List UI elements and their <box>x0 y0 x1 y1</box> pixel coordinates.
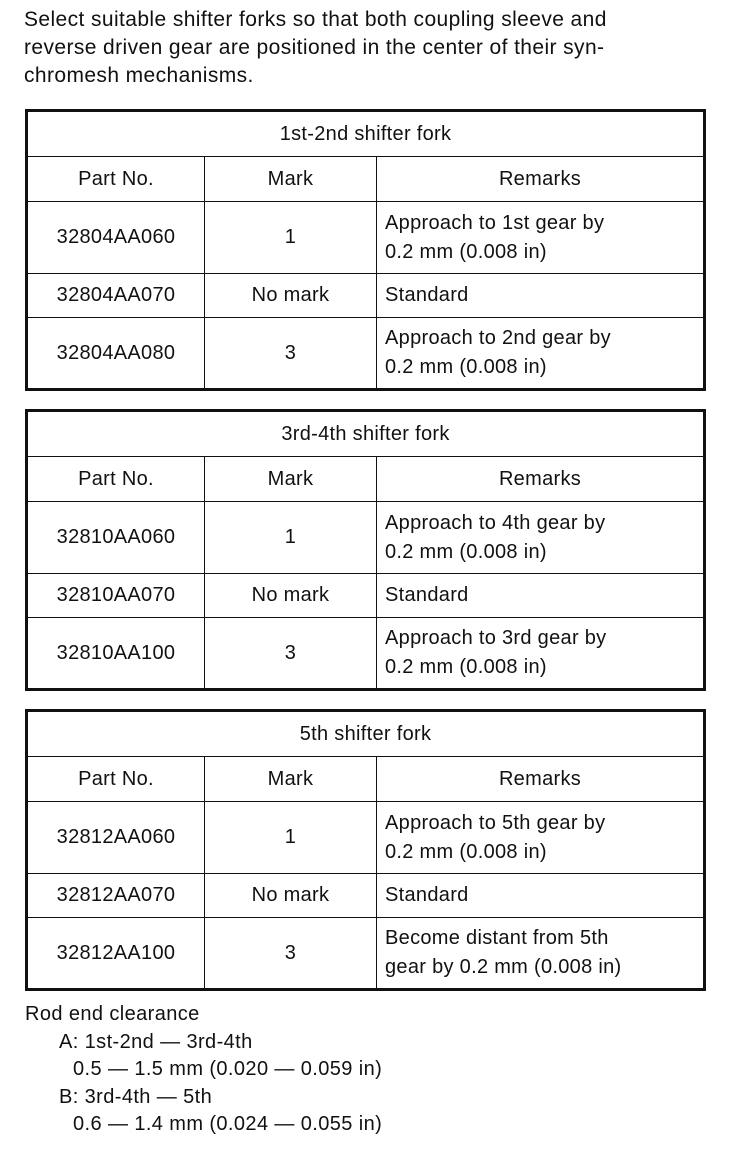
mark: 3 <box>205 918 377 990</box>
remarks: Standard <box>377 874 705 918</box>
column-header-part-no: Part No. <box>27 157 205 202</box>
table-row <box>27 918 705 990</box>
shifter-fork-table-3rd-4th <box>25 409 706 691</box>
part-number: 32810AA100 <box>27 618 205 690</box>
remarks <box>377 318 705 390</box>
column-header-remarks: Remarks <box>377 757 705 802</box>
intro-line: reverse driven gear are positioned in the center of their syn- <box>24 36 605 59</box>
column-header-mark: Mark <box>205 157 377 202</box>
mark: No mark <box>205 874 377 918</box>
remarks-line: Approach to 5th gear by <box>385 811 606 834</box>
remarks-line: Approach to 4th gear by <box>385 511 606 534</box>
part-number: 32812AA100 <box>27 918 205 990</box>
remarks <box>377 918 705 990</box>
table-row <box>27 318 705 390</box>
part-number: 32812AA060 <box>27 802 205 874</box>
remarks-line: Approach to 2nd gear by <box>385 327 611 349</box>
table-title: 3rd-4th shifter fork <box>27 411 705 457</box>
rod-end-clearance-notes <box>25 1001 382 1139</box>
remarks <box>377 618 705 690</box>
part-number: 32810AA060 <box>27 502 205 574</box>
column-header-part-no: Part No. <box>27 457 205 502</box>
mark: 3 <box>205 618 377 690</box>
column-header-mark: Mark <box>205 457 377 502</box>
shifter-fork-table-1st-2nd <box>25 109 706 391</box>
clearance-b-value: 0.6 — 1.4 mm (0.024 — 0.055 in) <box>73 1113 383 1135</box>
intro-paragraph <box>24 6 714 90</box>
remarks <box>377 502 705 574</box>
remarks-line: 0.2 mm (0.008 in) <box>385 656 547 678</box>
remarks <box>377 202 705 274</box>
table-row <box>27 502 705 574</box>
remarks-line: Become distant from 5th <box>385 927 609 949</box>
column-header-part-no: Part No. <box>27 757 205 802</box>
remarks-line: 0.2 mm (0.008 in) <box>385 240 547 263</box>
clearance-a-label: A: 1st-2nd — 3rd-4th <box>59 1030 253 1053</box>
remarks-line: gear by 0.2 mm (0.008 in) <box>385 956 622 978</box>
mark: 1 <box>205 502 377 574</box>
remarks-line: 0.2 mm (0.008 in) <box>385 356 547 378</box>
column-header-remarks: Remarks <box>377 457 705 502</box>
table-row <box>27 618 705 690</box>
column-header-mark: Mark <box>205 757 377 802</box>
remarks-line: Approach to 3rd gear by <box>385 627 607 649</box>
remarks <box>377 802 705 874</box>
table-row <box>27 202 705 274</box>
remarks-line: 0.2 mm (0.008 in) <box>385 840 547 863</box>
column-header-remarks: Remarks <box>377 157 705 202</box>
remarks: Standard <box>377 574 705 618</box>
part-number: 32804AA060 <box>27 202 205 274</box>
clearance-a-value: 0.5 — 1.5 mm (0.020 — 0.059 in) <box>73 1058 383 1080</box>
table-row <box>27 274 705 318</box>
part-number: 32804AA070 <box>27 274 205 318</box>
mark: No mark <box>205 274 377 318</box>
intro-line: chromesh mechanisms. <box>24 64 254 87</box>
table-title: 1st-2nd shifter fork <box>27 111 705 157</box>
part-number: 32810AA070 <box>27 574 205 618</box>
remarks: Standard <box>377 274 705 318</box>
shifter-fork-table-5th <box>25 709 706 991</box>
part-number: 32812AA070 <box>27 874 205 918</box>
remarks-line: 0.2 mm (0.008 in) <box>385 540 547 563</box>
mark: 1 <box>205 802 377 874</box>
clearance-b-label: B: 3rd-4th — 5th <box>59 1085 213 1108</box>
table-row <box>27 574 705 618</box>
part-number: 32804AA080 <box>27 318 205 390</box>
table-row <box>27 802 705 874</box>
mark: 3 <box>205 318 377 390</box>
table-title: 5th shifter fork <box>27 711 705 757</box>
rod-end-heading: Rod end clearance <box>25 1003 200 1025</box>
mark: 1 <box>205 202 377 274</box>
remarks-line: Approach to 1st gear by <box>385 211 605 234</box>
intro-line: Select suitable shifter forks so that both coupling sleeve and <box>24 8 607 31</box>
mark: No mark <box>205 574 377 618</box>
table-row <box>27 874 705 918</box>
